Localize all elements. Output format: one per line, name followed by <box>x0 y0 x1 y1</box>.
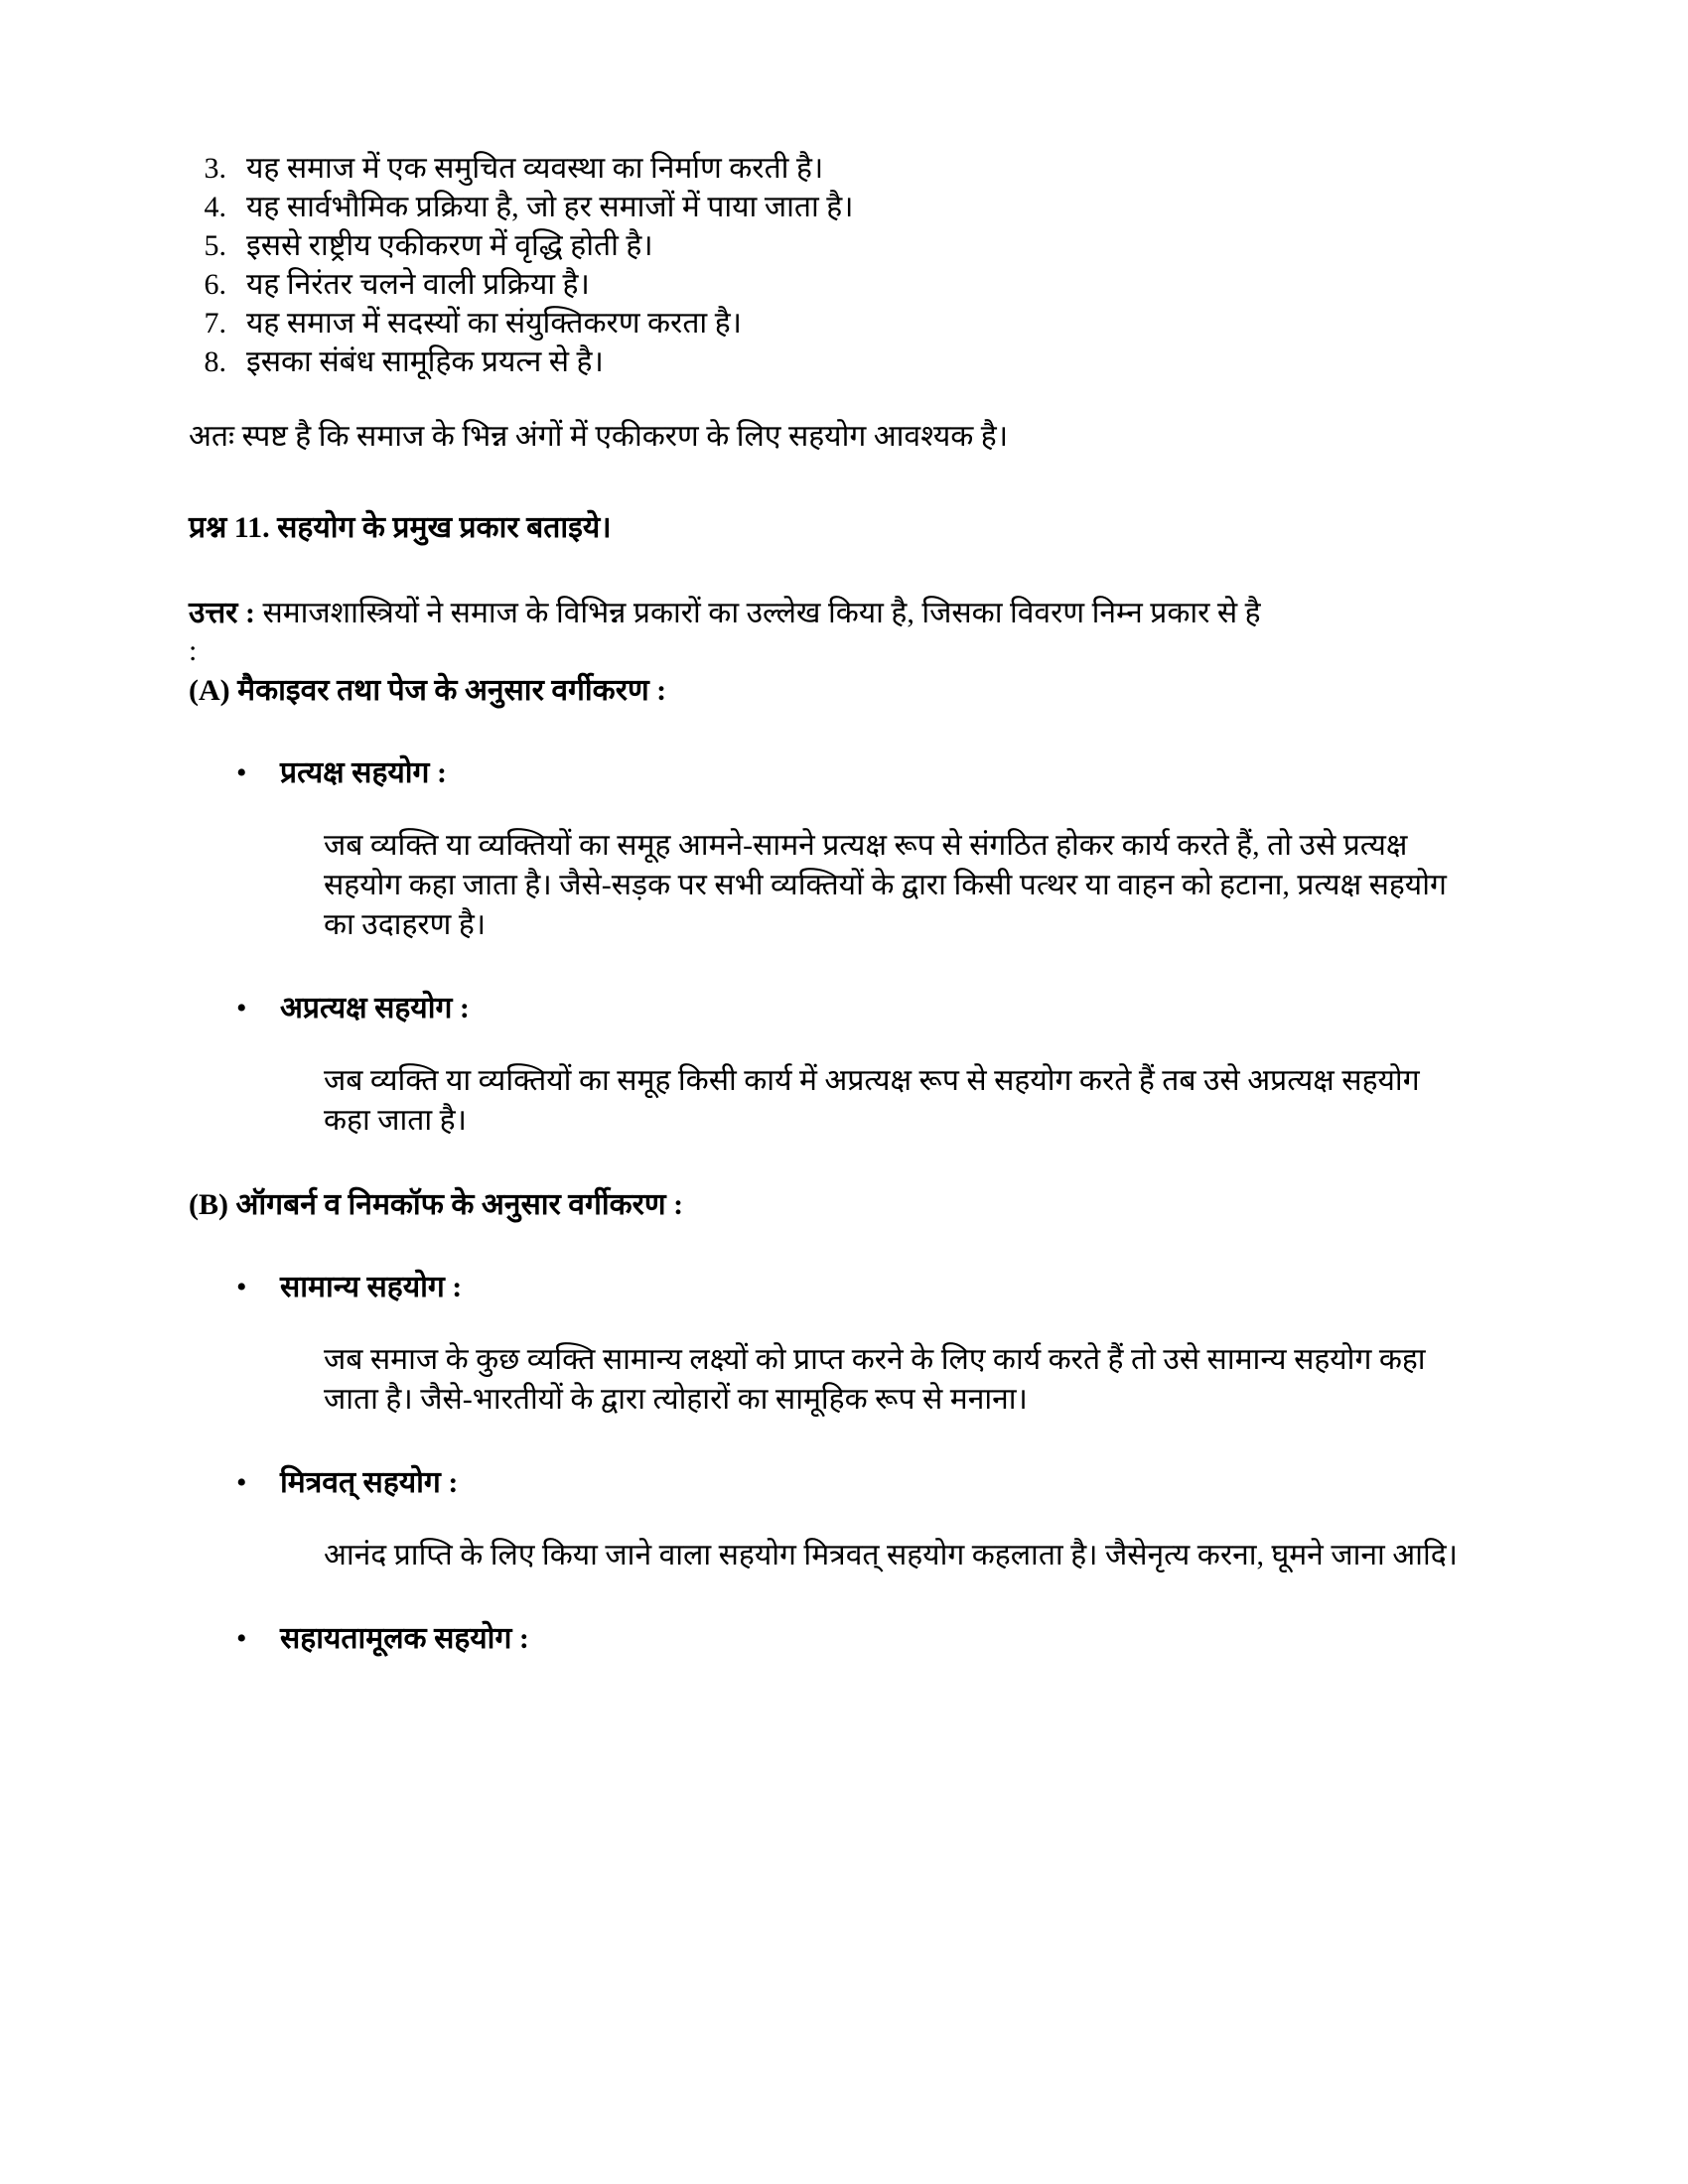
section-b-bullets <box>189 1268 1499 1420</box>
bullet-item <box>236 1268 1499 1306</box>
bullet-body: जब समाज के कुछ व्यक्ति सामान्य लक्ष्यों को प्राप्त करने के लिए कार्य करते हैं तो उसे सामान्य सहयोग कहा जाता है। जैसे-भारतीयों के द्वारा त्योहारों का सामूहिक रूप से मनाना। <box>324 1342 1426 1416</box>
bullet-item <box>236 753 1499 792</box>
bullet-body: आनंद प्राप्ति के लिए किया जाने वाला सहयोग मित्रवत् सहयोग कहलाता है। जैसेनृत्य करना, घूमने जाना आदि। <box>324 1538 1459 1571</box>
list-item-text: यह सार्वभौमिक प्रक्रिया है, जो हर समाजों में पाया जाता है। <box>246 191 854 223</box>
conclusion-paragraph: अतः स्पष्ट है कि समाज के भिन्न अंगों में एकीकरण के लिए सहयोग आवश्यक है। <box>189 420 1009 453</box>
section-a-heading: (A) मैकाइवर तथा पेज के अनुसार वर्गीकरण : <box>189 673 667 707</box>
bullet-item <box>236 989 1499 1027</box>
bullet-dot-icon: • <box>236 755 247 789</box>
bullet-label: अप्रत्यक्ष सहयोग : <box>280 992 470 1025</box>
list-item-marker: 7. <box>204 307 226 340</box>
list-item-marker: 3. <box>204 152 226 185</box>
answer-label: उत्तर : <box>189 597 255 630</box>
bullet-dot-icon: • <box>236 1622 247 1656</box>
bullet-dot-icon: • <box>236 992 247 1025</box>
list-item-marker: 8. <box>204 345 226 378</box>
bullet-item <box>236 1463 1499 1502</box>
numbered-list <box>189 149 1499 381</box>
list-item <box>189 149 1499 188</box>
list-item-marker: 5. <box>204 229 226 262</box>
list-item <box>189 226 1499 265</box>
question-heading: प्रश्न 11. सहयोग के प्रमुख प्रकार बताइये। <box>189 511 612 545</box>
list-item <box>189 342 1499 381</box>
list-item-text: यह निरंतर चलने वाली प्रक्रिया है। <box>246 268 590 301</box>
bullet-body: जब व्यक्ति या व्यक्तियों का समूह किसी कार्य में अप्रत्यक्ष रूप से सहयोग करते हैं तब उसे अप्रत्यक्ष सहयोग कहा जाता है। <box>324 1064 1420 1138</box>
answer-paragraph <box>189 594 1499 633</box>
section-b-bullets-2 <box>189 1463 1499 1575</box>
section-a-bullets <box>189 753 1499 946</box>
section-a-bullets-2 <box>189 989 1499 1141</box>
bullet-item <box>236 1619 1499 1658</box>
list-item-text: इसका संबंध सामूहिक प्रयत्न से है। <box>246 345 604 378</box>
list-item <box>189 188 1499 226</box>
section-b-heading: (B) ऑगबर्न व निमकॉफ के अनुसार वर्गीकरण : <box>189 1187 684 1221</box>
bullet-label: प्रत्यक्ष सहयोग : <box>280 755 447 789</box>
section-b-bullets-3 <box>189 1619 1499 1658</box>
list-item-text: यह समाज में एक समुचित व्यवस्था का निर्माण करती है। <box>246 152 824 185</box>
bullet-label: सामान्य सहयोग : <box>280 1270 463 1303</box>
bullet-body: जब व्यक्ति या व्यक्तियों का समूह आमने-सामने प्रत्यक्ष रूप से संगठित होकर कार्य करते हैं, तो उसे प्रत्यक्ष सहयोग कहा जाता है। जैसे-सड़क पर सभी व्यक्तियों के द्वारा किसी पत्थर या वाहन को हटाना, प्रत्यक्ष सहयोग का उदाहरण है। <box>324 828 1447 941</box>
list-item <box>189 304 1499 342</box>
bullet-label: सहायतामूलक सहयोग : <box>280 1622 529 1656</box>
list-item-text: इससे राष्ट्रीय एकीकरण में वृद्धि होती है। <box>246 229 653 262</box>
answer-colon: : <box>189 633 198 667</box>
bullet-dot-icon: • <box>236 1270 247 1303</box>
answer-intro-text: समाजशास्त्रियों ने समाज के विभिन्न प्रकारों का उल्लेख किया है, जिसका विवरण निम्न प्रकार से है <box>254 597 1261 630</box>
list-item-marker: 4. <box>204 191 226 223</box>
list-item <box>189 265 1499 304</box>
bullet-label: मित्रवत् सहयोग : <box>280 1465 459 1499</box>
list-item-text: यह समाज में सदस्यों का संयुक्तिकरण करता है। <box>246 307 742 340</box>
bullet-dot-icon: • <box>236 1465 247 1499</box>
list-item-marker: 6. <box>204 268 226 301</box>
